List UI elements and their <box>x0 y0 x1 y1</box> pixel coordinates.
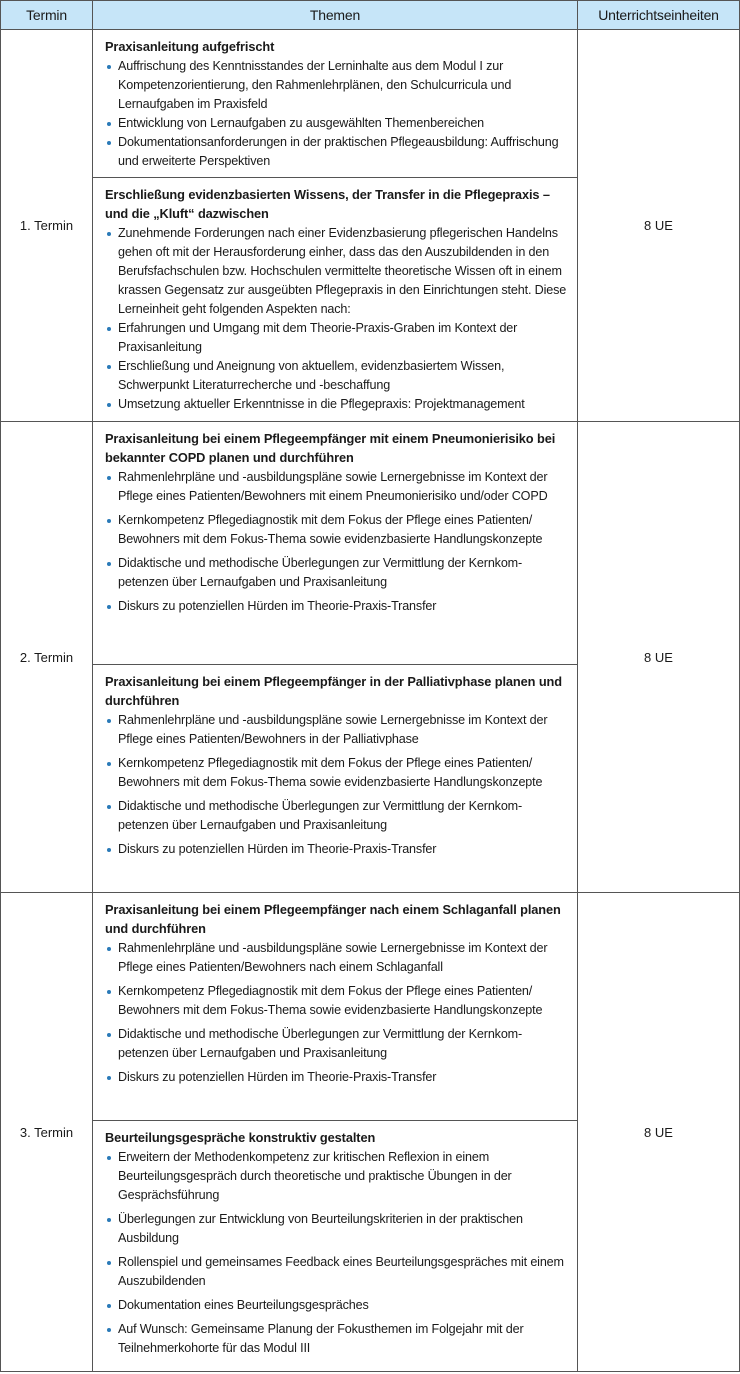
list-item-text: Erschließung und Aneignung von aktuellem, evidenzbasiertem Wissen, Schwerpunkt Literaturrecherche und -beschaffung <box>118 359 505 392</box>
table-body <box>1 30 740 1372</box>
list-item-text: Entwicklung von Lernaufgaben zu ausgewählten Themenbereichen <box>118 116 485 130</box>
bullet-icon <box>107 762 111 766</box>
list-item <box>105 357 567 395</box>
header-unterrichtseinheiten: Unterrichtseinheiten <box>578 1 740 30</box>
topic-block <box>93 1120 577 1368</box>
topic-title: Praxisanleitung aufgefrischt <box>105 39 275 54</box>
bullet-icon <box>107 232 111 236</box>
bullet-icon <box>107 1156 111 1160</box>
bullet-icon <box>107 1033 111 1037</box>
topic-list <box>105 57 567 171</box>
list-item <box>105 1296 567 1315</box>
bullet-icon <box>107 990 111 994</box>
bullet-icon <box>107 805 111 809</box>
ue-cell: 8 UE <box>578 893 740 1372</box>
list-item <box>105 1253 567 1291</box>
list-item-text: Didaktische und methodische Überlegungen zur Vermittlung der Kernkompetenzen über Lernaufgaben und Praxisanleitung <box>118 556 523 589</box>
table-row <box>1 30 740 422</box>
list-item-text: Dokumentationsanforderungen in der praktischen Pflegeausbildung: Auffrischung und erweiterte Perspektiven <box>118 135 559 168</box>
list-item <box>105 57 567 114</box>
bullet-icon <box>107 947 111 951</box>
list-item <box>105 511 567 549</box>
topic-list <box>105 468 567 616</box>
bullet-icon <box>107 1218 111 1222</box>
bullet-icon <box>107 403 111 407</box>
themes-cell <box>93 30 578 422</box>
bullet-icon <box>107 122 111 126</box>
bullet-icon <box>107 848 111 852</box>
list-item <box>105 1148 567 1205</box>
list-item <box>105 982 567 1020</box>
list-item-text: Diskurs zu potenziellen Hürden im Theorie-Praxis-Transfer <box>118 1070 437 1084</box>
ue-cell: 8 UE <box>578 30 740 422</box>
bullet-icon <box>107 1328 111 1332</box>
topic-title: Beurteilungsgespräche konstruktiv gestalten <box>105 1130 376 1145</box>
list-item-text: Didaktische und methodische Überlegungen zur Vermittlung der Kernkompetenzen über Lernaufgaben und Praxisanleitung <box>118 1027 523 1060</box>
list-item <box>105 1068 567 1087</box>
topic-block <box>93 422 577 664</box>
termin-cell: 3. Termin <box>1 893 93 1372</box>
bullet-icon <box>107 519 111 523</box>
list-item-text: Didaktische und methodische Überlegungen zur Vermittlung der Kernkompetenzen über Lernaufgaben und Praxisanleitung <box>118 799 523 832</box>
list-item <box>105 114 567 133</box>
list-item <box>105 1025 567 1063</box>
list-item-text: Zunehmende Forderungen nach einer Evidenzbasierung pflegerischen Handelns gehen oft mit der Herausforderung einher, dass das den Auszubildenden in den Berufsfachschulen bzw. Hochschulen vermittelte theoretische Wissen oft in einem krassen Gegensatz zur ausgeübten Pflegepraxis in den Einrichtungen steht. Diese Lerneinheit geht folgenden Aspekten nach: <box>118 226 567 316</box>
list-item <box>105 754 567 792</box>
bullet-icon <box>107 1261 111 1265</box>
bullet-icon <box>107 65 111 69</box>
list-item <box>105 133 567 171</box>
list-item <box>105 395 567 414</box>
list-item-text: Auffrischung des Kenntnisstandes der Lerninhalte aus dem Modul I zur Kompetenzorientierung, den Rahmenlehrplänen, den Schulcurricula und Lernaufgaben im Praxisfeld <box>118 59 512 111</box>
list-item <box>105 597 567 616</box>
list-item <box>105 797 567 835</box>
bullet-icon <box>107 327 111 331</box>
list-item <box>105 1210 567 1248</box>
list-item-text: Erfahrungen und Umgang mit dem Theorie-Praxis-Graben im Kontext der Praxisanleitung <box>118 321 518 354</box>
list-item-text: Umsetzung aktueller Erkenntnisse in die Pflegepraxis: Projektmanagement <box>118 397 525 411</box>
list-item <box>105 711 567 749</box>
list-item <box>105 468 567 506</box>
list-item <box>105 840 567 859</box>
list-item-text: Rahmenlehrpläne und -ausbildungspläne sowie Lernergebnisse im Kontext der Pflege eines Patienten/Bewohners in der Palliativphase <box>118 713 548 746</box>
topic-list <box>105 1148 567 1358</box>
header-row <box>1 1 740 30</box>
list-item-text: Überlegungen zur Entwicklung von Beurteilungskriterien in der praktischen Ausbildung <box>118 1212 523 1245</box>
themes-cell <box>93 422 578 893</box>
table-row <box>1 422 740 893</box>
list-item-text: Rollenspiel und gemeinsames Feedback eines Beurteilungsgespräches mit einem Auszubildenden <box>118 1255 564 1288</box>
bullet-icon <box>107 562 111 566</box>
list-item-text: Erweitern der Methodenkompetenz zur kritischen Reflexion in einem Beurteilungsgespräch durch theoretische und praktische Übungen in der Gesprächsführung <box>118 1150 512 1202</box>
topic-title: Praxisanleitung bei einem Pflegeempfänger in der Palliativphase planen und durchführen <box>105 674 562 708</box>
list-item-text: Rahmenlehrpläne und -ausbildungspläne sowie Lernergebnisse im Kontext der Pflege eines Patienten/Bewohners nach einem Schlaganfall <box>118 941 548 974</box>
list-item <box>105 939 567 977</box>
list-item-text: Auf Wunsch: Gemeinsame Planung der Fokusthemen im Folgejahr mit der Teilnehmerkohorte für das Modul III <box>118 1322 524 1355</box>
bullet-icon <box>107 476 111 480</box>
header-termin: Termin <box>1 1 93 30</box>
topic-block <box>93 664 577 869</box>
list-item-text: Dokumentation eines Beurteilungsgespräches <box>118 1298 369 1312</box>
header-themen: Themen <box>93 1 578 30</box>
bullet-icon <box>107 1304 111 1308</box>
topic-title: Praxisanleitung bei einem Pflegeempfänger mit einem Pneumonierisiko bei bekannter COPD planen und durchführen <box>105 431 556 465</box>
list-item-text: Diskurs zu potenziellen Hürden im Theorie-Praxis-Transfer <box>118 599 437 613</box>
termin-cell: 2. Termin <box>1 422 93 893</box>
bullet-icon <box>107 719 111 723</box>
list-item-text: Kernkompetenz Pflegediagnostik mit dem Fokus der Pflege eines Patienten/ Bewohners mit dem Fokus-Thema sowie evidenzbasierte Handlungskonzepte <box>118 984 543 1017</box>
list-item <box>105 224 567 319</box>
list-item-text: Diskurs zu potenziellen Hürden im Theorie-Praxis-Transfer <box>118 842 437 856</box>
ue-cell: 8 UE <box>578 422 740 893</box>
list-item <box>105 1320 567 1358</box>
topic-block <box>93 30 577 177</box>
list-item-text: Kernkompetenz Pflegediagnostik mit dem Fokus der Pflege eines Patienten/ Bewohners mit dem Fokus-Thema sowie evidenzbasierte Handlungskonzepte <box>118 756 543 789</box>
list-item <box>105 319 567 357</box>
list-item-text: Kernkompetenz Pflegediagnostik mit dem Fokus der Pflege eines Patienten/ Bewohners mit dem Fokus-Thema sowie evidenzbasierte Handlungskonzepte <box>118 513 543 546</box>
topic-title: Erschließung evidenzbasierten Wissens, der Transfer in die Pflegepraxis – und die „Kluft“ dazwischen <box>105 187 550 221</box>
bullet-icon <box>107 365 111 369</box>
topic-block <box>93 893 577 1120</box>
themes-cell <box>93 893 578 1372</box>
topic-title: Praxisanleitung bei einem Pflegeempfänger nach einem Schlaganfall planen und durchführen <box>105 902 561 936</box>
table-row <box>1 893 740 1372</box>
bullet-icon <box>107 605 111 609</box>
bullet-icon <box>107 1076 111 1080</box>
list-item <box>105 554 567 592</box>
list-item-text: Rahmenlehrpläne und -ausbildungspläne sowie Lernergebnisse im Kontext der Pflege eines Patienten/Bewohners mit einem Pneumonierisiko und/oder COPD <box>118 470 548 503</box>
bullet-icon <box>107 141 111 145</box>
termin-cell: 1. Termin <box>1 30 93 422</box>
topic-list <box>105 224 567 414</box>
topic-block <box>93 177 577 419</box>
topic-list <box>105 711 567 859</box>
topic-list <box>105 939 567 1087</box>
